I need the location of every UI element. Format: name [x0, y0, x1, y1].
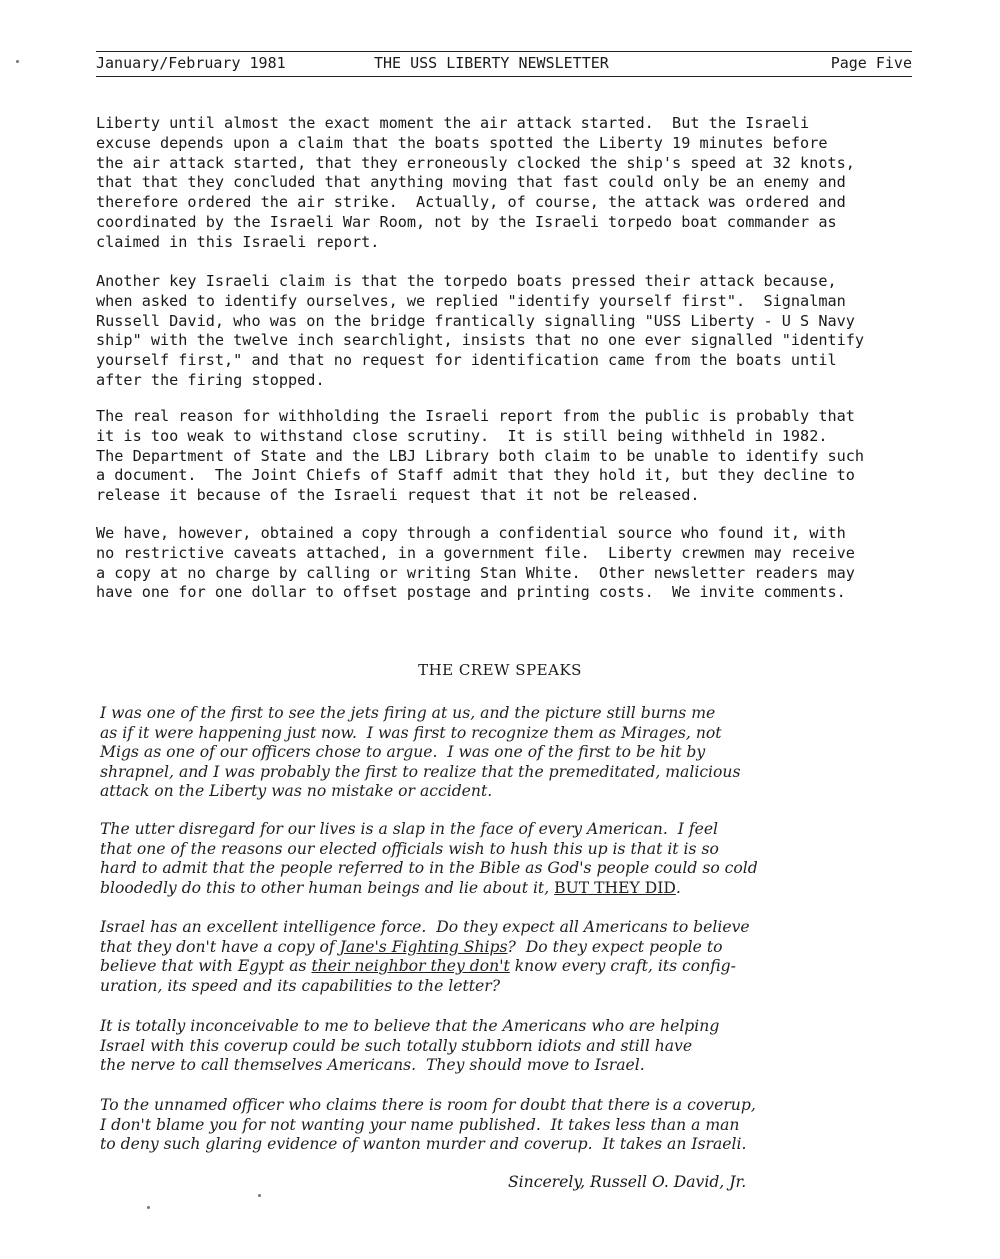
article-paragraph-2: Another key Israeli claim is that the torpedo boats pressed their attack because, when asked to identify ourselves, we replied "identify yourself first". Signalman Russell David, who was on the bridge frantically signalling "USS Liberty - U S Navy ship" with the twelve inch searchlight, insists that no one ever signalled "identify yourself first," and that no request for identification came from the boats until after the firing stopped. [96, 272, 865, 389]
letter-paragraph-3 [100, 918, 940, 996]
emphasis-underlined: BUT THEY DID [554, 878, 676, 897]
underlined-phrase: their neighbor they don't [311, 957, 510, 976]
scan-speck [258, 1194, 261, 1197]
book-title-underlined: Jane's Fighting Ships [339, 937, 508, 956]
header-date: January/February 1981 [96, 54, 286, 72]
letter-paragraph-3-text-a: Israel has an excellent intelligence force. Do they expect all Americans to believe that they don't have a copy of [100, 918, 750, 956]
letter-paragraph-5: To the unnamed officer who claims there is room for doubt that there is a coverup, I don't blame you for not wanting your name published. It takes less than a man to deny such glaring evidence of wanton murder and coverup. It takes an Israeli. [100, 1096, 756, 1154]
scan-speck [147, 1206, 150, 1209]
article-paragraph-4: We have, however, obtained a copy through a confidential source who found it, with no restrictive caveats attached, in a government file. Liberty crewmen may receive a copy at no charge by calling or writing Stan White. Other newsletter readers may have one for one dollar to offset postage and printing costs. We invite comments. [96, 524, 855, 602]
letter-paragraph-2 [100, 820, 940, 898]
letter-paragraph-3-text-c: know every craft, its config- uration, its speed and its capabilities to the letter? [100, 957, 736, 995]
page-header [96, 51, 912, 77]
header-page-number: Page Five [830, 54, 912, 72]
letter-paragraph-3-text-b: ? Do they expect people to believe that with Egypt as [100, 937, 723, 976]
article-paragraph-3: The real reason for withholding the Israeli report from the public is probably that it is too weak to withstand close scrutiny. It is still being withheld in 1982. The Department of State and the LBJ Library both claim to be unable to identify such a document. The Joint Chiefs of Staff admit that they hold it, but they decline to release it because of the Israeli request that it not be released. [96, 407, 865, 505]
header-title: THE USS LIBERTY NEWSLETTER [374, 54, 609, 72]
section-title: THE CREW SPEAKS [418, 661, 582, 679]
article-paragraph-1: Liberty until almost the exact moment the air attack started. But the Israeli excuse depends upon a claim that the boats spotted the Liberty 19 minutes before the air attack started, that they erroneously clocked the ship's speed at 32 knots, that that they concluded that anything moving that fast could only be an enemy and therefore ordered the air strike. Actually, of course, the attack was ordered and coordinated by the Israeli War Room, not by the Israeli torpedo boat commander as claimed in this Israeli report. [96, 114, 855, 251]
letter-paragraph-4: It is totally inconceivable to me to believe that the Americans who are helping Israel with this coverup could be such totally stubborn idiots and still have the nerve to call themselves Americans. They should move to Israel. [100, 1017, 720, 1075]
letter-paragraph-2-end: . [675, 878, 681, 897]
letter-paragraph-1: I was one of the first to see the jets firing at us, and the picture still burns me as if it were happening just now. I was first to recognize them as Mirages, not Migs as one of our officers chose to argue. I was one of the first to be hit by shrapnel, and I was probably the first to realize that the premeditated, malicious attack on the Liberty was no mistake or accident. [100, 704, 741, 801]
letter-signature: Sincerely, Russell O. David, Jr. [508, 1173, 747, 1191]
scan-speck [16, 60, 19, 63]
letter-paragraph-2-text: The utter disregard for our lives is a slap in the face of every American. I feel that one of the reasons our elected officials wish to hush this up is that it is so hard to admit that the people referred to in the Bible as God's people could so cold bloodedly do this to other human beings and lie about it, [100, 820, 758, 897]
